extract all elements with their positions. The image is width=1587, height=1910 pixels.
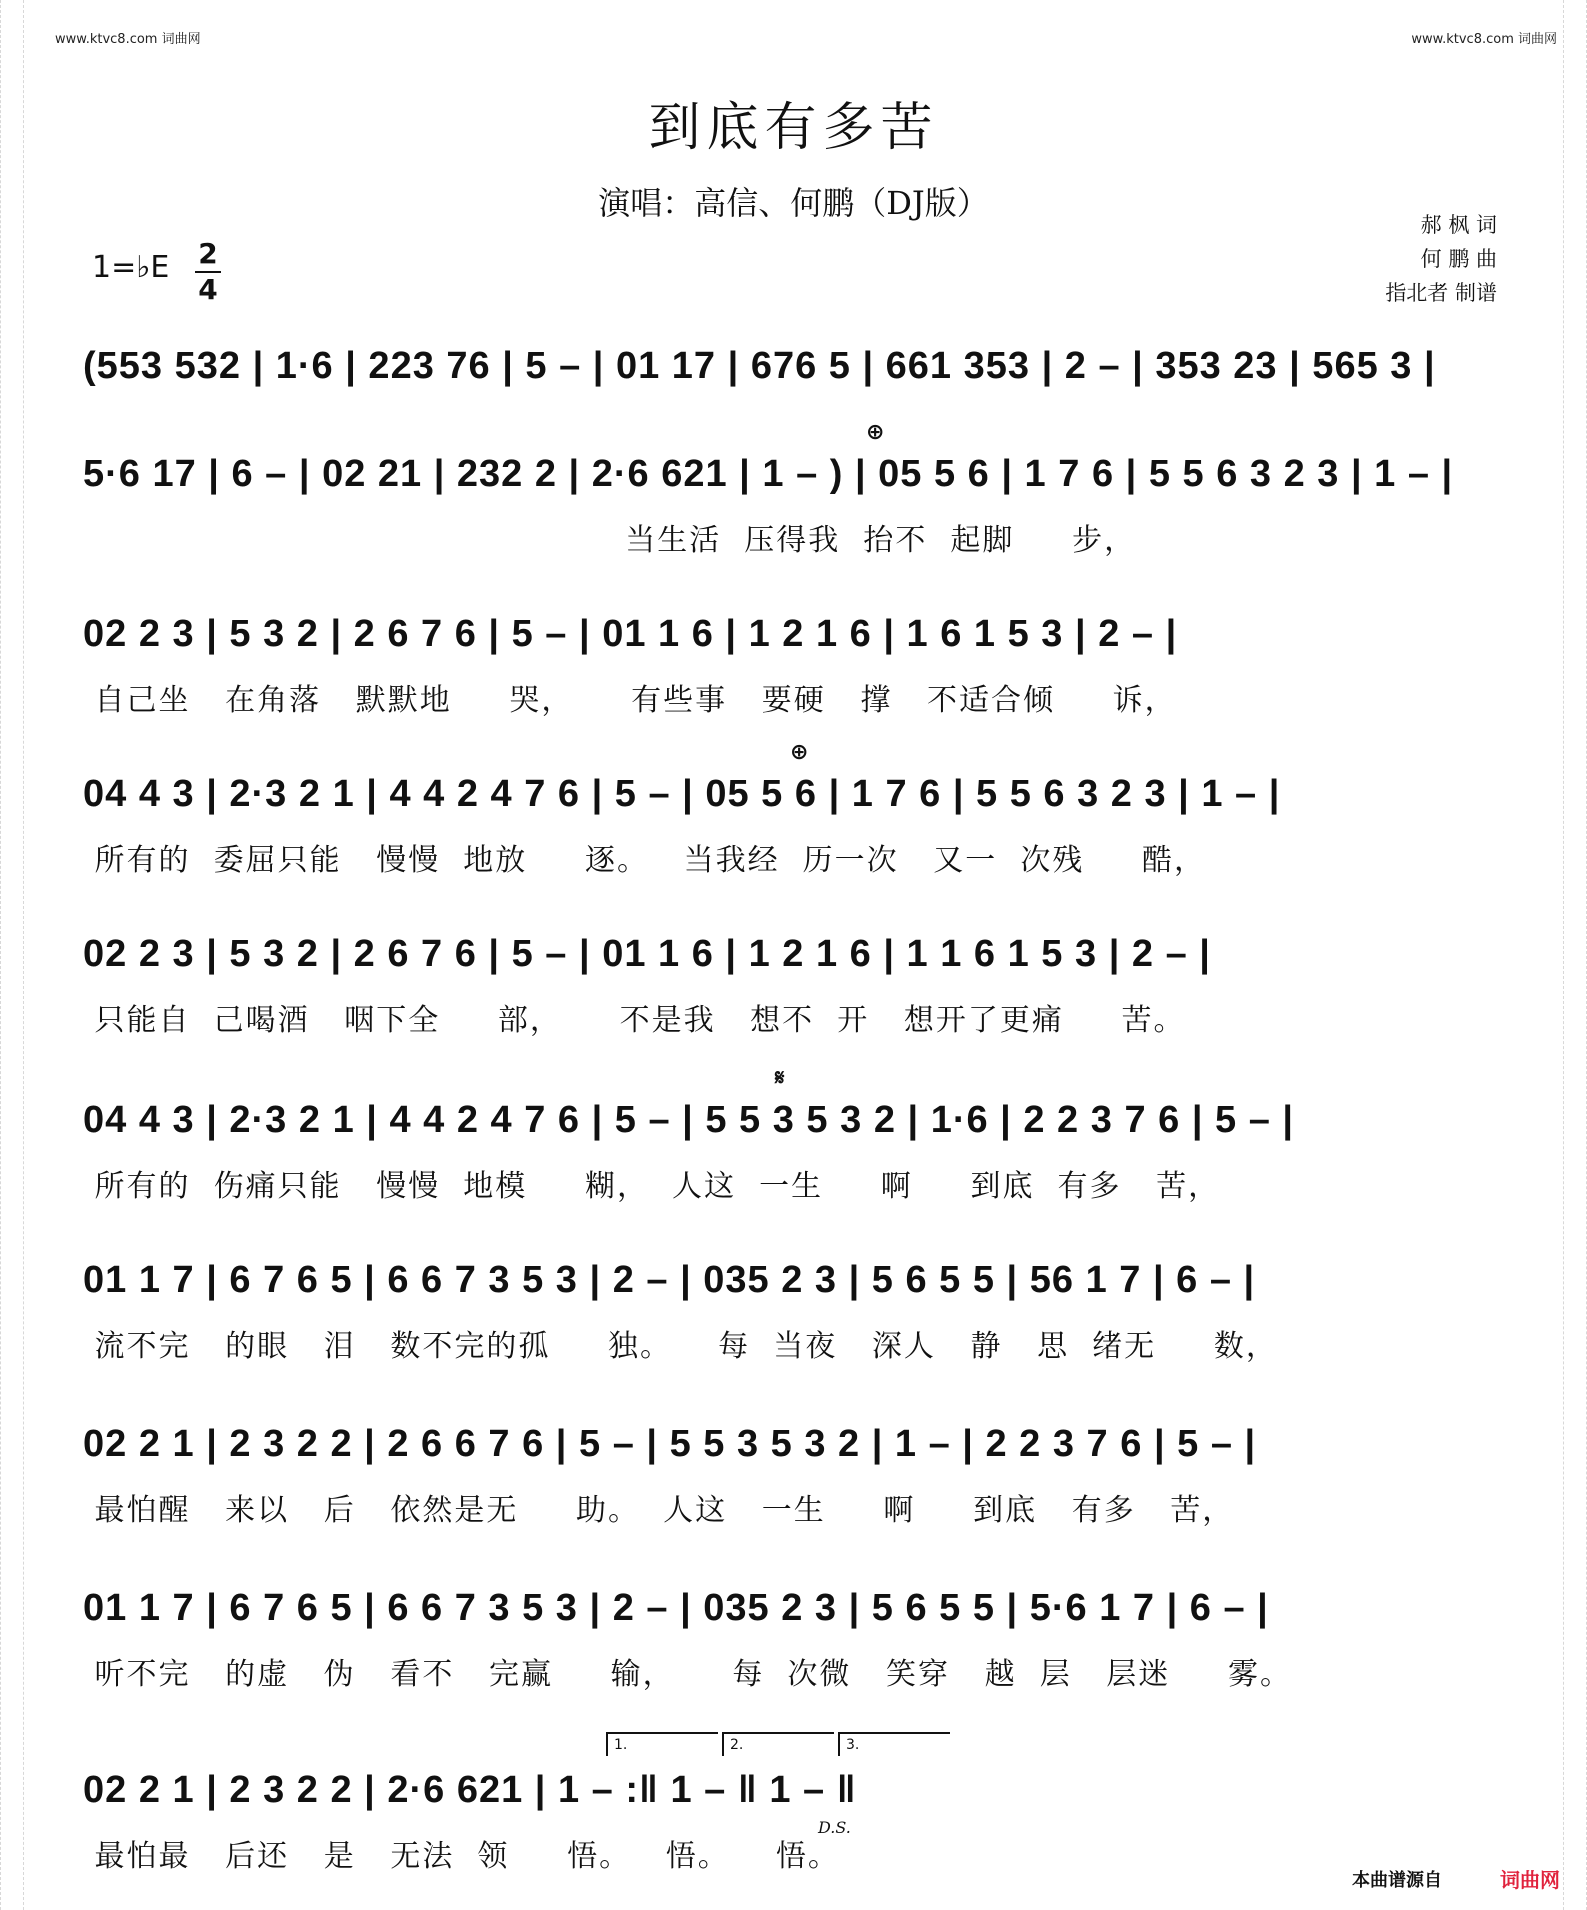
volta-bracket xyxy=(722,1732,834,1756)
segno-mark: 𝄋 xyxy=(775,1066,785,1091)
volta-label: 3. xyxy=(846,1737,860,1753)
notation-line: 02 2 1 | 2 3 2 2 | 2·6 621 | 1 – :‖ 1 – ‖ 1 – ‖ xyxy=(83,1769,857,1811)
watermark-right: www.ktvc8.com 词曲网 xyxy=(1411,32,1557,47)
lyrics-line: 所有的 伤痛只能 慢慢 地模 糊， 人这 一生 啊 到底 有多 苦， xyxy=(83,1169,1221,1204)
watermark-left: www.ktvc8.com 词曲网 xyxy=(55,32,201,47)
right-watermark-strip xyxy=(1563,0,1587,1910)
time-signature xyxy=(195,238,221,306)
volta-bracket xyxy=(838,1732,950,1756)
notation-line: 04 4 3 | 2·3 2 1 | 4 4 2 4 7 6 | 5 – | 5 5 3 5 3 2 | 1·6 | 2 2 3 7 6 | 5 – | xyxy=(83,1099,1295,1141)
notation-line: 02 2 3 | 5 3 2 | 2 6 7 6 | 5 – | 01 1 6 | 1 2 1 6 | 1 6 1 5 3 | 2 – | xyxy=(83,613,1178,655)
lyrics-line: 当生活 压得我 抬不 起脚 步， xyxy=(83,523,1137,558)
song-title: 到底有多苦 xyxy=(648,98,939,158)
footer-source: 本曲谱源自 xyxy=(1352,1870,1442,1891)
lyrics-line: 只能自 己喝酒 咽下全 部， 不是我 想不 开 想开了更痛 苦。 xyxy=(83,1003,1186,1038)
lyrics-line: 所有的 委屈只能 慢慢 地放 逐。 当我经 历一次 又一 次残 酷， xyxy=(83,843,1207,878)
lyrics-line: 听不完 的虚 伪 看不 完赢 输， 每 次微 笑穿 越 层 层迷 雾。 xyxy=(83,1657,1292,1692)
lyrics-line: 自己坐 在角落 默默地 哭， 有些事 要硬 撑 不适合倾 诉， xyxy=(83,683,1177,718)
notation-line: 5·6 17 | 6 – | 02 21 | 232 2 | 2·6 621 | 1 – ) | 05 5 6 | 1 7 6 | 5 5 6 3 2 3 | 1 – | xyxy=(83,453,1454,495)
time-signature-bottom: 4 xyxy=(198,273,218,306)
volta-label: 1. xyxy=(614,1737,628,1753)
lyricist-credit: 郝 枫 词 xyxy=(1420,213,1497,237)
song-subtitle: 演唱：高信、何鹏（DJ版） xyxy=(598,184,989,222)
notation-line: 02 2 1 | 2 3 2 2 | 2 6 6 7 6 | 5 – | 5 5 3 5 3 2 | 1 – | 2 2 3 7 6 | 5 – | xyxy=(83,1423,1257,1465)
coda-mark: ⊕ xyxy=(866,420,885,445)
notation-line: (553 532 | 1·6 | 223 76 | 5 – | 01 17 | 676 5 | 661 353 | 2 – | 353 23 | 565 3 | xyxy=(83,345,1436,387)
coda-mark: ⊕ xyxy=(790,740,809,765)
lyrics-line: 最怕最 后还 是 无法 领 悟。 悟。 悟。 xyxy=(83,1839,840,1874)
composer-credit: 何 鹏 曲 xyxy=(1420,247,1497,271)
volta-label: 2. xyxy=(730,1737,744,1753)
lyrics-line: 最怕醒 来以 后 依然是无 助。 人这 一生 啊 到底 有多 苦， xyxy=(83,1493,1235,1528)
notation-line: 04 4 3 | 2·3 2 1 | 4 4 2 4 7 6 | 5 – | 05 5 6 | 1 7 6 | 5 5 6 3 2 3 | 1 – | xyxy=(83,773,1281,815)
notation-line: 01 1 7 | 6 7 6 5 | 6 6 7 3 5 3 | 2 – | 035 2 3 | 5 6 5 5 | 5·6 1 7 | 6 – | xyxy=(83,1587,1269,1629)
footer-brand: 词曲网 xyxy=(1500,1868,1560,1892)
credits xyxy=(1385,208,1497,310)
arranger-credit: 指北者 制谱 xyxy=(1385,281,1497,305)
notation-line: 02 2 3 | 5 3 2 | 2 6 7 6 | 5 – | 01 1 6 | 1 2 1 6 | 1 1 6 1 5 3 | 2 – | xyxy=(83,933,1211,975)
time-signature-top: 2 xyxy=(198,237,218,270)
left-watermark-strip xyxy=(0,0,24,1910)
ds-mark: D.S. xyxy=(818,1818,851,1837)
key-signature: 1=♭E xyxy=(92,250,170,285)
notation-line: 01 1 7 | 6 7 6 5 | 6 6 7 3 5 3 | 2 – | 035 2 3 | 5 6 5 5 | 56 1 7 | 6 – | xyxy=(83,1259,1256,1301)
lyrics-line: 流不完 的眼 泪 数不完的孤 独。 每 当夜 深人 静 思 绪无 数， xyxy=(83,1329,1278,1364)
volta-bracket xyxy=(606,1732,718,1756)
